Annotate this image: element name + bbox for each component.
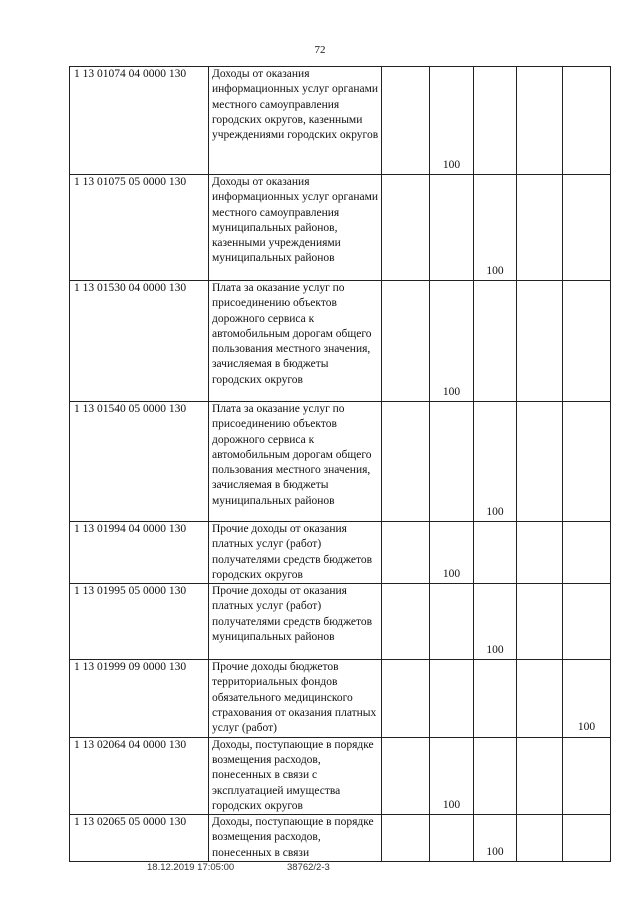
percent-cell-1 <box>382 737 430 814</box>
revenue-description-cell: Прочие доходы от оказания платных услуг (работ) получателями средств бюджетов муниципальных районов <box>209 584 382 660</box>
percent-cell-2 <box>430 402 474 522</box>
percent-cell-4 <box>517 815 563 862</box>
revenue-description-cell: Доходы от оказания информационных услуг органами местного самоуправления муниципальных районов, казенными учреждениями муниципальных районов <box>209 175 382 281</box>
percent-cell-1 <box>382 584 430 660</box>
percent-cell-4 <box>517 660 563 737</box>
budget-code-cell: 1 13 01994 04 0000 130 <box>70 522 209 584</box>
revenue-description-cell: Плата за оказание услуг по присоединению объектов дорожного сервиса к автомобильным дорогам общего пользования местного значения, зачисляемая в бюджеты городских округов <box>209 281 382 402</box>
footer-datetime: 18.12.2019 17:05:00 <box>147 862 235 873</box>
budget-classification-table <box>69 66 611 862</box>
percent-cell-4 <box>517 737 563 814</box>
budget-code-cell: 1 13 02065 05 0000 130 <box>70 815 209 862</box>
revenue-description-cell: Доходы от оказания информационных услуг органами местного самоуправления городских округов, казенными учреждениями городских округов <box>209 67 382 175</box>
percent-cell-2 <box>430 660 474 737</box>
percent-cell-4 <box>517 522 563 584</box>
footer-document-id: 38762/2-3 <box>287 862 330 873</box>
budget-code-cell: 1 13 01999 09 0000 130 <box>70 660 209 737</box>
page-number: 72 <box>314 44 326 56</box>
budget-code-cell: 1 13 01540 05 0000 130 <box>70 402 209 522</box>
revenue-description-cell: Плата за оказание услуг по присоединению объектов дорожного сервиса к автомобильным дорогам общего пользования местного значения, зачисляемая в бюджеты муниципальных районов <box>209 402 382 522</box>
revenue-description-cell: Доходы, поступающие в порядке возмещения расходов, понесенных в связи с эксплуатацией имущества городских округов <box>209 737 382 814</box>
table-row <box>70 584 611 660</box>
percent-cell-5 <box>563 584 611 660</box>
percent-cell-1 <box>382 815 430 862</box>
percent-cell-2: 100 <box>430 281 474 402</box>
revenue-description-cell: Прочие доходы бюджетов территориальных фондов обязательного медицинского страхования от оказания платных услуг (работ) <box>209 660 382 737</box>
percent-cell-3 <box>474 281 517 402</box>
percent-cell-3 <box>474 660 517 737</box>
budget-code-cell: 1 13 01075 05 0000 130 <box>70 175 209 281</box>
percent-cell-2 <box>430 815 474 862</box>
budget-code-cell: 1 13 01074 04 0000 130 <box>70 67 209 175</box>
percent-cell-3 <box>474 67 517 175</box>
percent-cell-5 <box>563 175 611 281</box>
percent-cell-4 <box>517 402 563 522</box>
percent-cell-5 <box>563 815 611 862</box>
table-row <box>70 660 611 737</box>
percent-cell-4 <box>517 281 563 402</box>
percent-cell-5 <box>563 737 611 814</box>
budget-code-cell: 1 13 02064 04 0000 130 <box>70 737 209 814</box>
percent-cell-2 <box>430 175 474 281</box>
percent-cell-3: 100 <box>474 815 517 862</box>
percent-cell-4 <box>517 67 563 175</box>
percent-cell-1 <box>382 281 430 402</box>
percent-cell-1 <box>382 660 430 737</box>
percent-cell-3 <box>474 522 517 584</box>
percent-cell-3: 100 <box>474 584 517 660</box>
table-row <box>70 815 611 862</box>
percent-cell-2 <box>430 584 474 660</box>
percent-cell-5 <box>563 281 611 402</box>
percent-cell-5 <box>563 522 611 584</box>
percent-cell-1 <box>382 402 430 522</box>
table-row <box>70 522 611 584</box>
table-row <box>70 67 611 175</box>
percent-cell-1 <box>382 175 430 281</box>
percent-cell-2: 100 <box>430 522 474 584</box>
revenue-description-cell: Прочие доходы от оказания платных услуг (работ) получателями средств бюджетов городских округов <box>209 522 382 584</box>
percent-cell-3: 100 <box>474 175 517 281</box>
budget-code-cell: 1 13 01530 04 0000 130 <box>70 281 209 402</box>
revenue-description-cell: Доходы, поступающие в порядке возмещения расходов, понесенных в связи <box>209 815 382 862</box>
percent-cell-5 <box>563 67 611 175</box>
percent-cell-3 <box>474 737 517 814</box>
percent-cell-4 <box>517 175 563 281</box>
budget-code-cell: 1 13 01995 05 0000 130 <box>70 584 209 660</box>
table-row <box>70 175 611 281</box>
percent-cell-1 <box>382 67 430 175</box>
table-row <box>70 402 611 522</box>
percent-cell-2: 100 <box>430 67 474 175</box>
percent-cell-2: 100 <box>430 737 474 814</box>
table-row <box>70 281 611 402</box>
percent-cell-3: 100 <box>474 402 517 522</box>
percent-cell-4 <box>517 584 563 660</box>
percent-cell-1 <box>382 522 430 584</box>
table-row <box>70 737 611 814</box>
percent-cell-5 <box>563 402 611 522</box>
percent-cell-5: 100 <box>563 660 611 737</box>
